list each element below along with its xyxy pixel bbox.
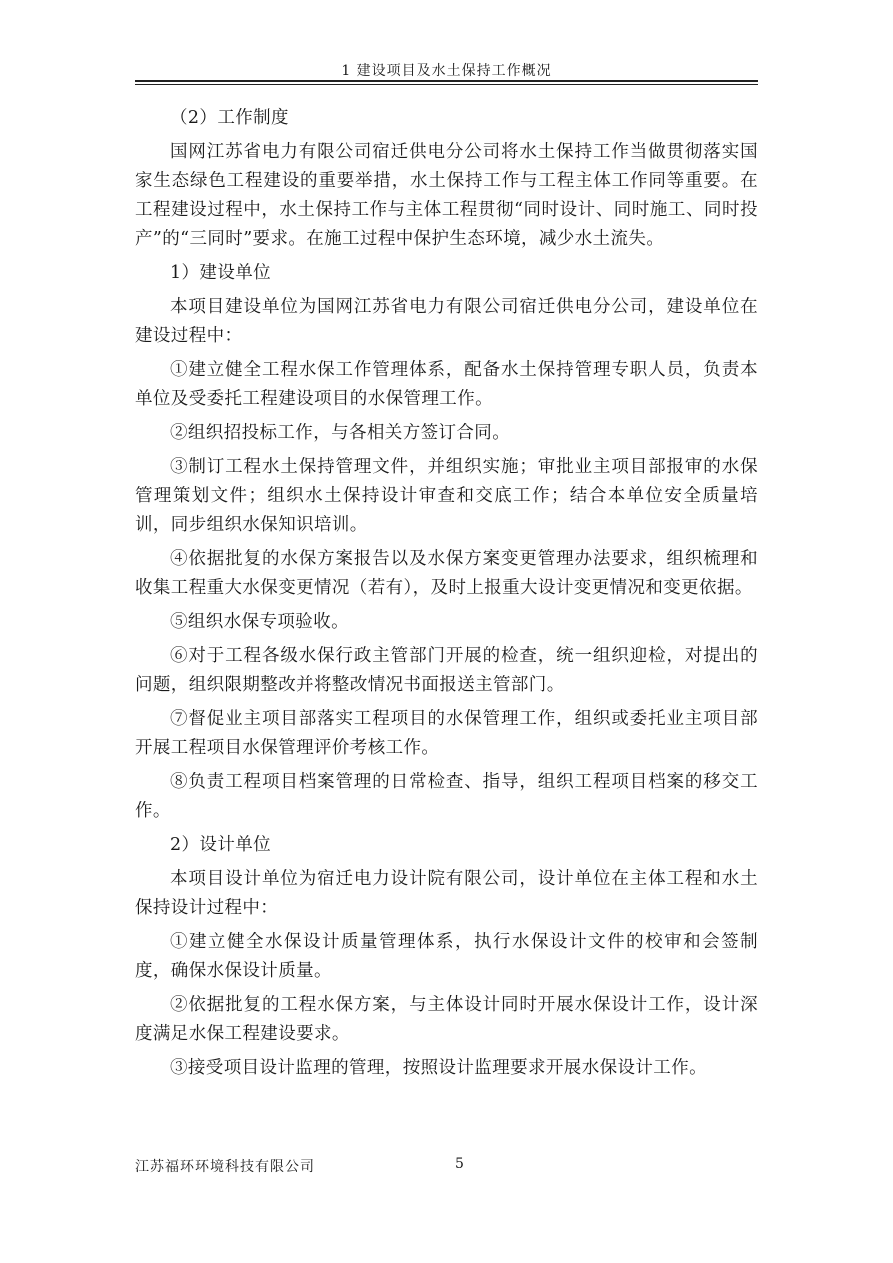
list-item-design-3: ③接受项目设计监理的管理，按照设计监理要求开展水保设计工作。 (170, 1058, 707, 1078)
paragraph-construction-unit-intro: 本项目建设单位为国网江苏省电力有限公司宿迁供电分公司，建设单位在建设过程中： (135, 297, 758, 346)
list-item-design-1: ①建立健全水保设计质量管理体系，执行水保设计文件的校审和会签制度，确保水保设计质量。 (135, 932, 758, 981)
document-body (135, 104, 758, 1088)
list-item-construction-5: ⑤组织水保专项验收。 (170, 612, 349, 632)
paragraph-overview: 国网江苏省电力有限公司宿迁供电分公司将水土保持工作当做贯彻落实国家生态绿色工程建设的重要举措，水土保持工作与工程主体工作同等重要。在工程建设过程中，水土保持工作与主体工程贯彻“同时设计、同时施工、同时投产”的“三同时”要求。在施工过程中保护生态环境，减少水土流失。 (135, 142, 758, 249)
running-header: 1 建设项目及水土保持工作概况 (341, 63, 552, 79)
subheading-design-unit: 2）设计单位 (170, 835, 272, 855)
list-item-construction-3: ③制订工程水土保持管理文件，并组织实施；审批业主项目部报审的水保管理策划文件；组织水土保持设计审查和交底工作；结合本单位安全质量培训，同步组织水保知识培训。 (135, 457, 758, 535)
list-item-construction-1: ①建立健全工程水保工作管理体系，配备水土保持管理专职人员，负责本单位及受委托工程建设项目的水保管理工作。 (135, 360, 758, 409)
list-item-construction-8: ⑧负责工程项目档案管理的日常检查、指导，组织工程项目档案的移交工作。 (135, 772, 758, 821)
list-item-construction-7: ⑦督促业主项目部落实工程项目的水保管理工作，组织或委托业主项目部开展工程项目水保管理评价考核工作。 (135, 709, 758, 758)
list-item-construction-6: ⑥对于工程各级水保行政主管部门开展的检查，统一组织迎检，对提出的问题，组织限期整改并将整改情况书面报送主管部门。 (135, 646, 758, 695)
page-number: 5 (455, 1156, 464, 1172)
list-item-design-2: ②依据批复的工程水保方案，与主体设计同时开展水保设计工作，设计深度满足水保工程建设要求。 (135, 995, 758, 1044)
paragraph-design-unit-intro: 本项目设计单位为宿迁电力设计院有限公司，设计单位在主体工程和水土保持设计过程中： (135, 869, 758, 918)
subheading-construction-unit: 1）建设单位 (170, 263, 272, 283)
header-rule (135, 80, 758, 82)
header-rule-secondary (135, 84, 758, 85)
list-item-construction-2: ②组织招投标工作，与各相关方签订合同。 (170, 423, 511, 443)
footer-company-name: 江苏福环环境科技有限公司 (135, 1159, 315, 1175)
list-item-construction-4: ④依据批复的水保方案报告以及水保方案变更管理办法要求，组织梳理和收集工程重大水保变更情况（若有），及时上报重大设计变更情况和变更依据。 (135, 549, 758, 598)
section-heading-work-system: （2）工作制度 (170, 108, 289, 128)
